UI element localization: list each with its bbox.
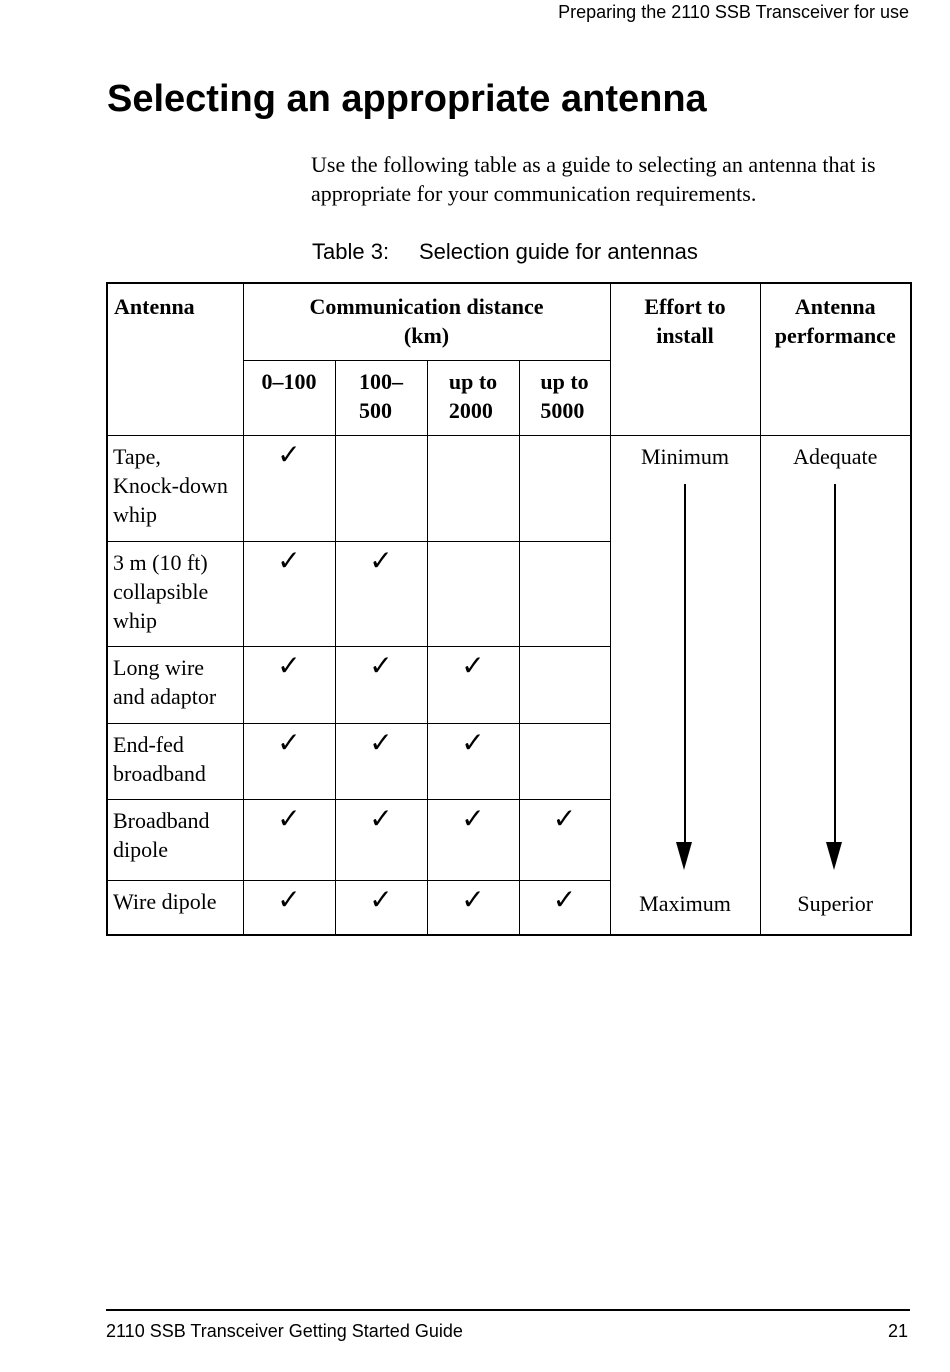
check-mark-icon: ✓ bbox=[277, 727, 301, 759]
header-range-line1: up to bbox=[540, 368, 589, 394]
range-cell bbox=[243, 541, 335, 646]
header-range-line1: up to bbox=[448, 368, 498, 394]
footer-document-title: 2110 SSB Transceiver Getting Started Guide bbox=[106, 1321, 463, 1341]
range-cell bbox=[335, 723, 427, 799]
header-effort-to-install bbox=[610, 283, 760, 435]
antenna-name bbox=[107, 646, 243, 723]
header-effort-line2: install bbox=[656, 323, 714, 348]
range-cell bbox=[519, 799, 610, 880]
arrow-shaft bbox=[834, 484, 836, 845]
range-cell bbox=[243, 799, 335, 880]
header-range-label bbox=[449, 367, 497, 425]
range-cell bbox=[427, 723, 519, 799]
antenna-name-line: Broadband bbox=[113, 807, 210, 833]
performance-scale bbox=[760, 435, 911, 935]
table-caption-label: Table 3: bbox=[312, 239, 390, 264]
check-mark-icon: ✓ bbox=[369, 650, 393, 682]
range-cell bbox=[427, 435, 519, 541]
performance-scale-top: Adequate bbox=[793, 443, 878, 469]
table-caption-text: Selection guide for antennas bbox=[419, 239, 698, 264]
header-range-label bbox=[359, 367, 403, 425]
arrow-shaft bbox=[684, 484, 686, 845]
range-cell bbox=[519, 435, 610, 541]
header-range-line2: 500 bbox=[359, 397, 392, 423]
antenna-name-line: whip bbox=[113, 607, 157, 633]
range-cell bbox=[243, 723, 335, 799]
range-cell bbox=[427, 541, 519, 646]
arrow-head bbox=[826, 842, 842, 870]
header-range bbox=[335, 360, 427, 435]
performance-scale-bottom: Superior bbox=[797, 891, 874, 916]
footer-divider bbox=[106, 1309, 910, 1311]
page-number: 21 bbox=[887, 1321, 908, 1341]
check-mark-icon: ✓ bbox=[461, 884, 485, 916]
intro-paragraph: Use the following table as a guide to selecting an antenna that is appropriate for your communication requirements. bbox=[311, 152, 876, 206]
range-cell bbox=[335, 541, 427, 646]
header-distance-line1: Communication distance bbox=[309, 294, 544, 319]
antenna-name bbox=[107, 435, 243, 541]
range-cell bbox=[427, 799, 519, 880]
antenna-name bbox=[107, 723, 243, 799]
range-cell bbox=[519, 880, 610, 935]
range-cell bbox=[243, 646, 335, 723]
check-mark-icon: ✓ bbox=[277, 884, 301, 916]
check-mark-icon: ✓ bbox=[552, 884, 577, 916]
header-range bbox=[243, 360, 335, 435]
header-antenna: Antenna bbox=[107, 283, 243, 435]
check-mark-icon: ✓ bbox=[369, 803, 393, 835]
antenna-name-line: 3 m (10 ft) bbox=[113, 549, 208, 575]
range-cell bbox=[427, 646, 519, 723]
antenna-name-line: collapsible bbox=[113, 578, 209, 604]
header-range-line2: 2000 bbox=[448, 397, 493, 423]
table-caption bbox=[312, 238, 698, 266]
header-distance-line2: (km) bbox=[403, 323, 450, 348]
check-mark-icon: ✓ bbox=[461, 803, 485, 835]
check-mark-icon: ✓ bbox=[369, 545, 393, 577]
antenna-name-line: Knock-down bbox=[113, 472, 228, 498]
antenna-name bbox=[107, 799, 243, 880]
check-mark-icon: ✓ bbox=[552, 803, 577, 835]
range-cell bbox=[427, 880, 519, 935]
header-range-line1: 0–100 bbox=[261, 368, 317, 394]
arrow-head bbox=[676, 842, 692, 870]
header-range-line2: 5000 bbox=[540, 397, 585, 423]
check-mark-icon: ✓ bbox=[277, 803, 301, 835]
effort-scale-bottom: Maximum bbox=[639, 891, 731, 916]
antenna-name-line: whip bbox=[113, 501, 157, 527]
header-effort-line1: Effort to bbox=[644, 294, 726, 319]
header-range-label bbox=[540, 367, 588, 425]
antenna-name bbox=[107, 541, 243, 646]
header-range bbox=[427, 360, 519, 435]
check-mark-icon: ✓ bbox=[369, 884, 393, 916]
header-range bbox=[519, 360, 610, 435]
effort-scale-top: Minimum bbox=[640, 443, 729, 469]
range-cell bbox=[335, 799, 427, 880]
antenna-name-line: Long wire bbox=[113, 654, 205, 680]
antenna-table-container bbox=[106, 282, 910, 938]
antenna-name-line: broadband bbox=[113, 760, 206, 786]
range-cell bbox=[243, 435, 335, 541]
check-mark-icon: ✓ bbox=[277, 545, 301, 577]
antenna-name bbox=[107, 880, 243, 935]
antenna-name-line: Wire dipole bbox=[113, 888, 217, 914]
page-title: Selecting an appropriate antenna bbox=[107, 78, 707, 120]
range-cell bbox=[335, 880, 427, 935]
range-cell bbox=[335, 435, 427, 541]
antenna-name-line: dipole bbox=[113, 836, 168, 862]
check-mark-icon: ✓ bbox=[461, 650, 485, 682]
range-cell bbox=[519, 541, 610, 646]
check-mark-icon: ✓ bbox=[277, 439, 301, 471]
arrow-down-icon bbox=[675, 484, 695, 871]
antenna-selection-table bbox=[106, 282, 912, 936]
header-range-line1: 100– bbox=[359, 368, 403, 394]
range-cell bbox=[335, 646, 427, 723]
header-range-label bbox=[262, 367, 317, 396]
range-cell bbox=[519, 723, 610, 799]
antenna-name-line: End-fed bbox=[113, 731, 184, 757]
effort-scale bbox=[610, 435, 760, 935]
antenna-name-line: Tape, bbox=[113, 443, 161, 469]
range-cell bbox=[519, 646, 610, 723]
header-performance-line1: Antenna bbox=[794, 294, 876, 319]
check-mark-icon: ✓ bbox=[277, 650, 301, 682]
arrow-down-icon bbox=[825, 484, 845, 871]
table-row bbox=[107, 435, 911, 541]
range-cell bbox=[243, 880, 335, 935]
antenna-name-line: and adaptor bbox=[113, 683, 217, 709]
check-mark-icon: ✓ bbox=[369, 727, 393, 759]
header-antenna-performance bbox=[760, 283, 911, 435]
check-mark-icon: ✓ bbox=[461, 727, 485, 759]
running-header: Preparing the 2110 SSB Transceiver for use bbox=[558, 2, 909, 22]
header-performance-line2: performance bbox=[774, 323, 896, 348]
header-communication-distance bbox=[243, 283, 610, 360]
